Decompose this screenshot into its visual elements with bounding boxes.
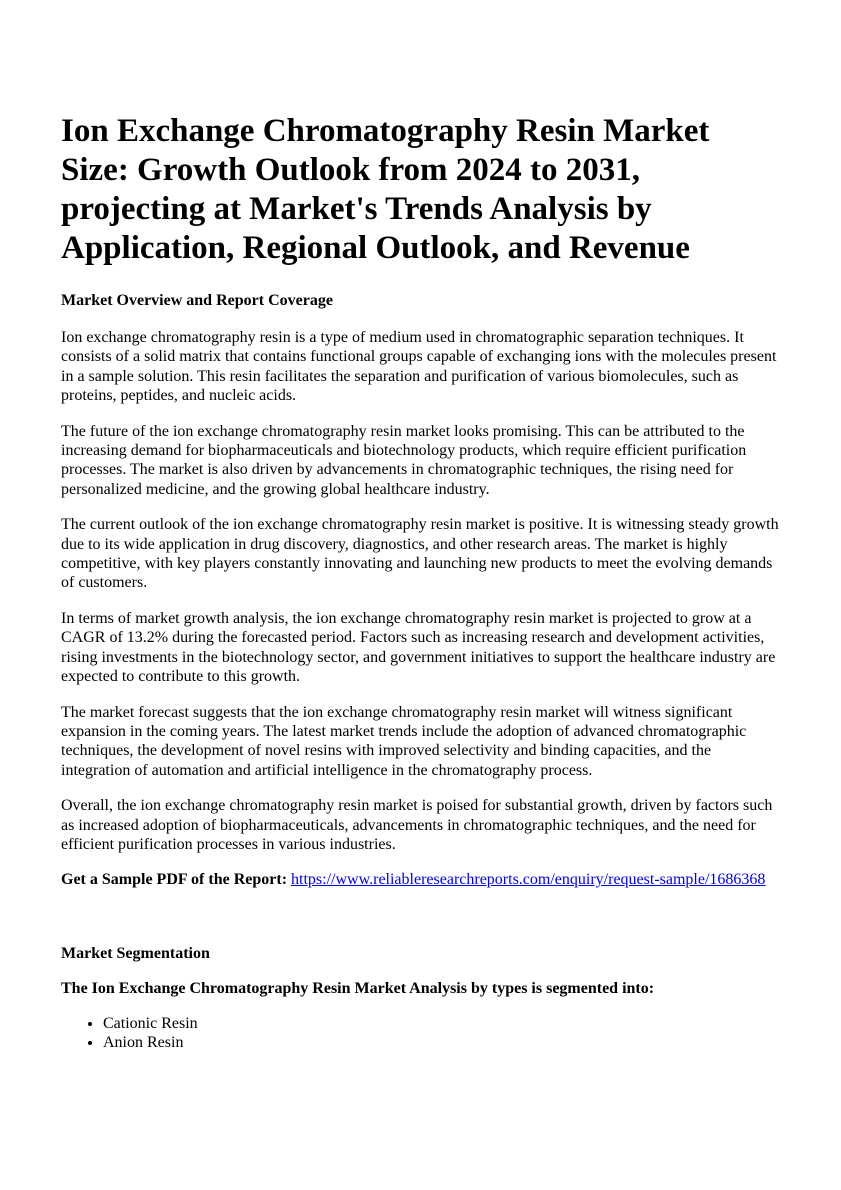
types-heading: The Ion Exchange Chromatography Resin Market Analysis by types is segmented into: [61, 979, 655, 997]
list-item: • Anion Resin [103, 1033, 783, 1052]
paragraph: The future of the ion exchange chromatography resin market looks promising. This can be attributed to the increasing demand for biopharmaceuticals and biotechnology products, which require efficient purification processes. The market is also driven by advancements in chromatographic techniques, the rising need for personalized medicine, and the growing global healthcare industry. [61, 422, 747, 498]
paragraph: The market forecast suggests that the ion exchange chromatography resin market will witness significant expansion in the coming years. The latest market trends include the adoption of advanced chromatographic techniques, the development of novel resins with improved selectivity and binding capacities, and the integration of automation and artificial intelligence in the chromatography process. [61, 703, 747, 779]
overview-heading: Market Overview and Report Coverage [61, 292, 333, 309]
paragraph: Overall, the ion exchange chromatography resin market is poised for substantial growth, driven by factors such as increased adoption of biopharmaceuticals, advancements in chromatographic techniques, and the need for efficient purification processes in various industries. [61, 797, 773, 853]
paragraph: Ion exchange chromatography resin is a type of medium used in chromatographic separation techniques. It consists of a solid matrix that contains functional groups capable of exchanging ions with the molecules present in a sample solution. This resin facilitates the separation and purification of various biomolecules, such as proteins, peptides, and nucleic acids. [61, 329, 777, 405]
sample-pdf-line [61, 870, 783, 889]
paragraph: The current outlook of the ion exchange chromatography resin market is positive. It is witnessing steady growth due to its wide application in drug discovery, diagnostics, and other research areas. The market is highly competitive, with key players constantly innovating and launching new products to meet the evolving demands of customers. [61, 516, 779, 592]
segmentation-heading: Market Segmentation [61, 944, 210, 962]
document-page [61, 112, 783, 1053]
types-list [61, 1014, 783, 1053]
sample-pdf-link[interactable]: https://www.reliableresearchreports.com/enquiry/request-sample/1686368 [291, 871, 766, 889]
page-title: Ion Exchange Chromatography Resin Market Size: Growth Outlook from 2024 to 2031, projecting at Market's Trends Analysis by Application, Regional Outlook, and Revenue [61, 113, 710, 266]
sample-pdf-label: Get a Sample PDF of the Report: [61, 871, 288, 889]
paragraph: In terms of market growth analysis, the ion exchange chromatography resin market is projected to grow at a CAGR of 13.2% during the forecasted period. Factors such as increasing research and development activities, rising investments in the biotechnology sector, and government initiatives to support the healthcare industry are expected to contribute to this growth. [61, 609, 776, 686]
list-item: • Cationic Resin [103, 1014, 783, 1033]
